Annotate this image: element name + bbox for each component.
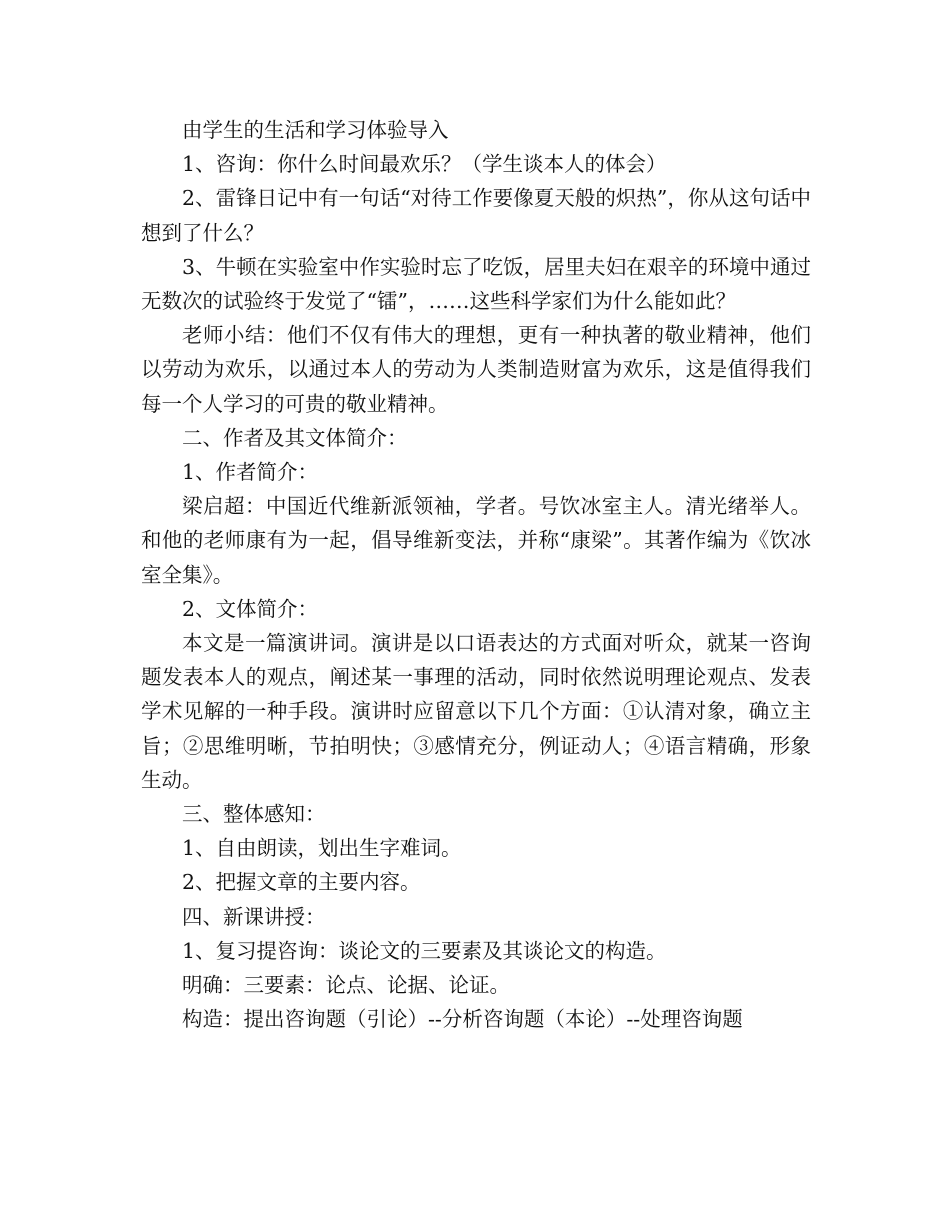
section-heading-new-lesson: 四、新课讲授： [182, 904, 326, 929]
section-heading-overall: 三、整体感知： [182, 802, 326, 827]
paragraph-author-bio: 梁启超：中国近代维新派领袖，学者。号饮冰室主人。清光绪举人。和他的老师康有为一起，倡导维新变法，并称“康梁”。其著作编为《饮冰室全集》。 [141, 494, 811, 587]
paragraph-intro-heading: 由学生的生活和学习体验导入 [182, 118, 449, 142]
paragraph-teacher-summary: 老师小结：他们不仅有伟大的理想，更有一种执著的敬业精神，他们以劳动为欢乐，以通过本人的劳动为人类制造财富为欢乐，这是值得我们每一个人学习的可贵的敬业精神。 [141, 323, 811, 416]
paragraph-overall-2: 2、把握文章的主要内容。 [182, 870, 421, 895]
paragraph-structure: 构造：提出咨询题（引论）--分析咨询题（本论）--处理咨询题 [182, 1007, 743, 1032]
paragraph-question-3: 3、牛顿在实验室中作实验时忘了吃饭，居里夫妇在艰辛的环境中通过无数次的试验终于发觉了“镭”，……这些科学家们为什么能如此？ [141, 254, 811, 314]
document-body [141, 113, 811, 1036]
section-heading-author-genre: 二、作者及其文体简介： [182, 425, 408, 450]
paragraph-overall-1: 1、自由朗读，划出生字难词。 [182, 836, 462, 861]
paragraph-review: 1、复习提咨询：谈论文的三要素及其谈论文的构造。 [182, 938, 667, 963]
subheading-genre: 2、文体简介： [182, 596, 319, 621]
paragraph-genre-description: 本文是一篇演讲词。演讲是以口语表达的方式面对听众，就某一咨询题发表本人的观点，阐述某一事理的活动，同时依然说明理论观点、发表学术见解的一种手段。演讲时应留意以下几个方面：①认清对象，确立主旨；②思维明晰，节拍明快；③感情充分，例证动人；④语言精确，形象生动。 [141, 631, 811, 792]
paragraph-question-2: 2、雷锋日记中有一句话“对待工作要像夏天般的炽热”，你从这句话中想到了什么？ [141, 186, 811, 245]
paragraph-question-1: 1、咨询：你什么时间最欢乐？（学生谈本人的体会） [182, 152, 667, 177]
paragraph-three-elements: 明确：三要素：论点、论据、论证。 [182, 973, 510, 998]
subheading-author: 1、作者简介： [182, 460, 319, 485]
